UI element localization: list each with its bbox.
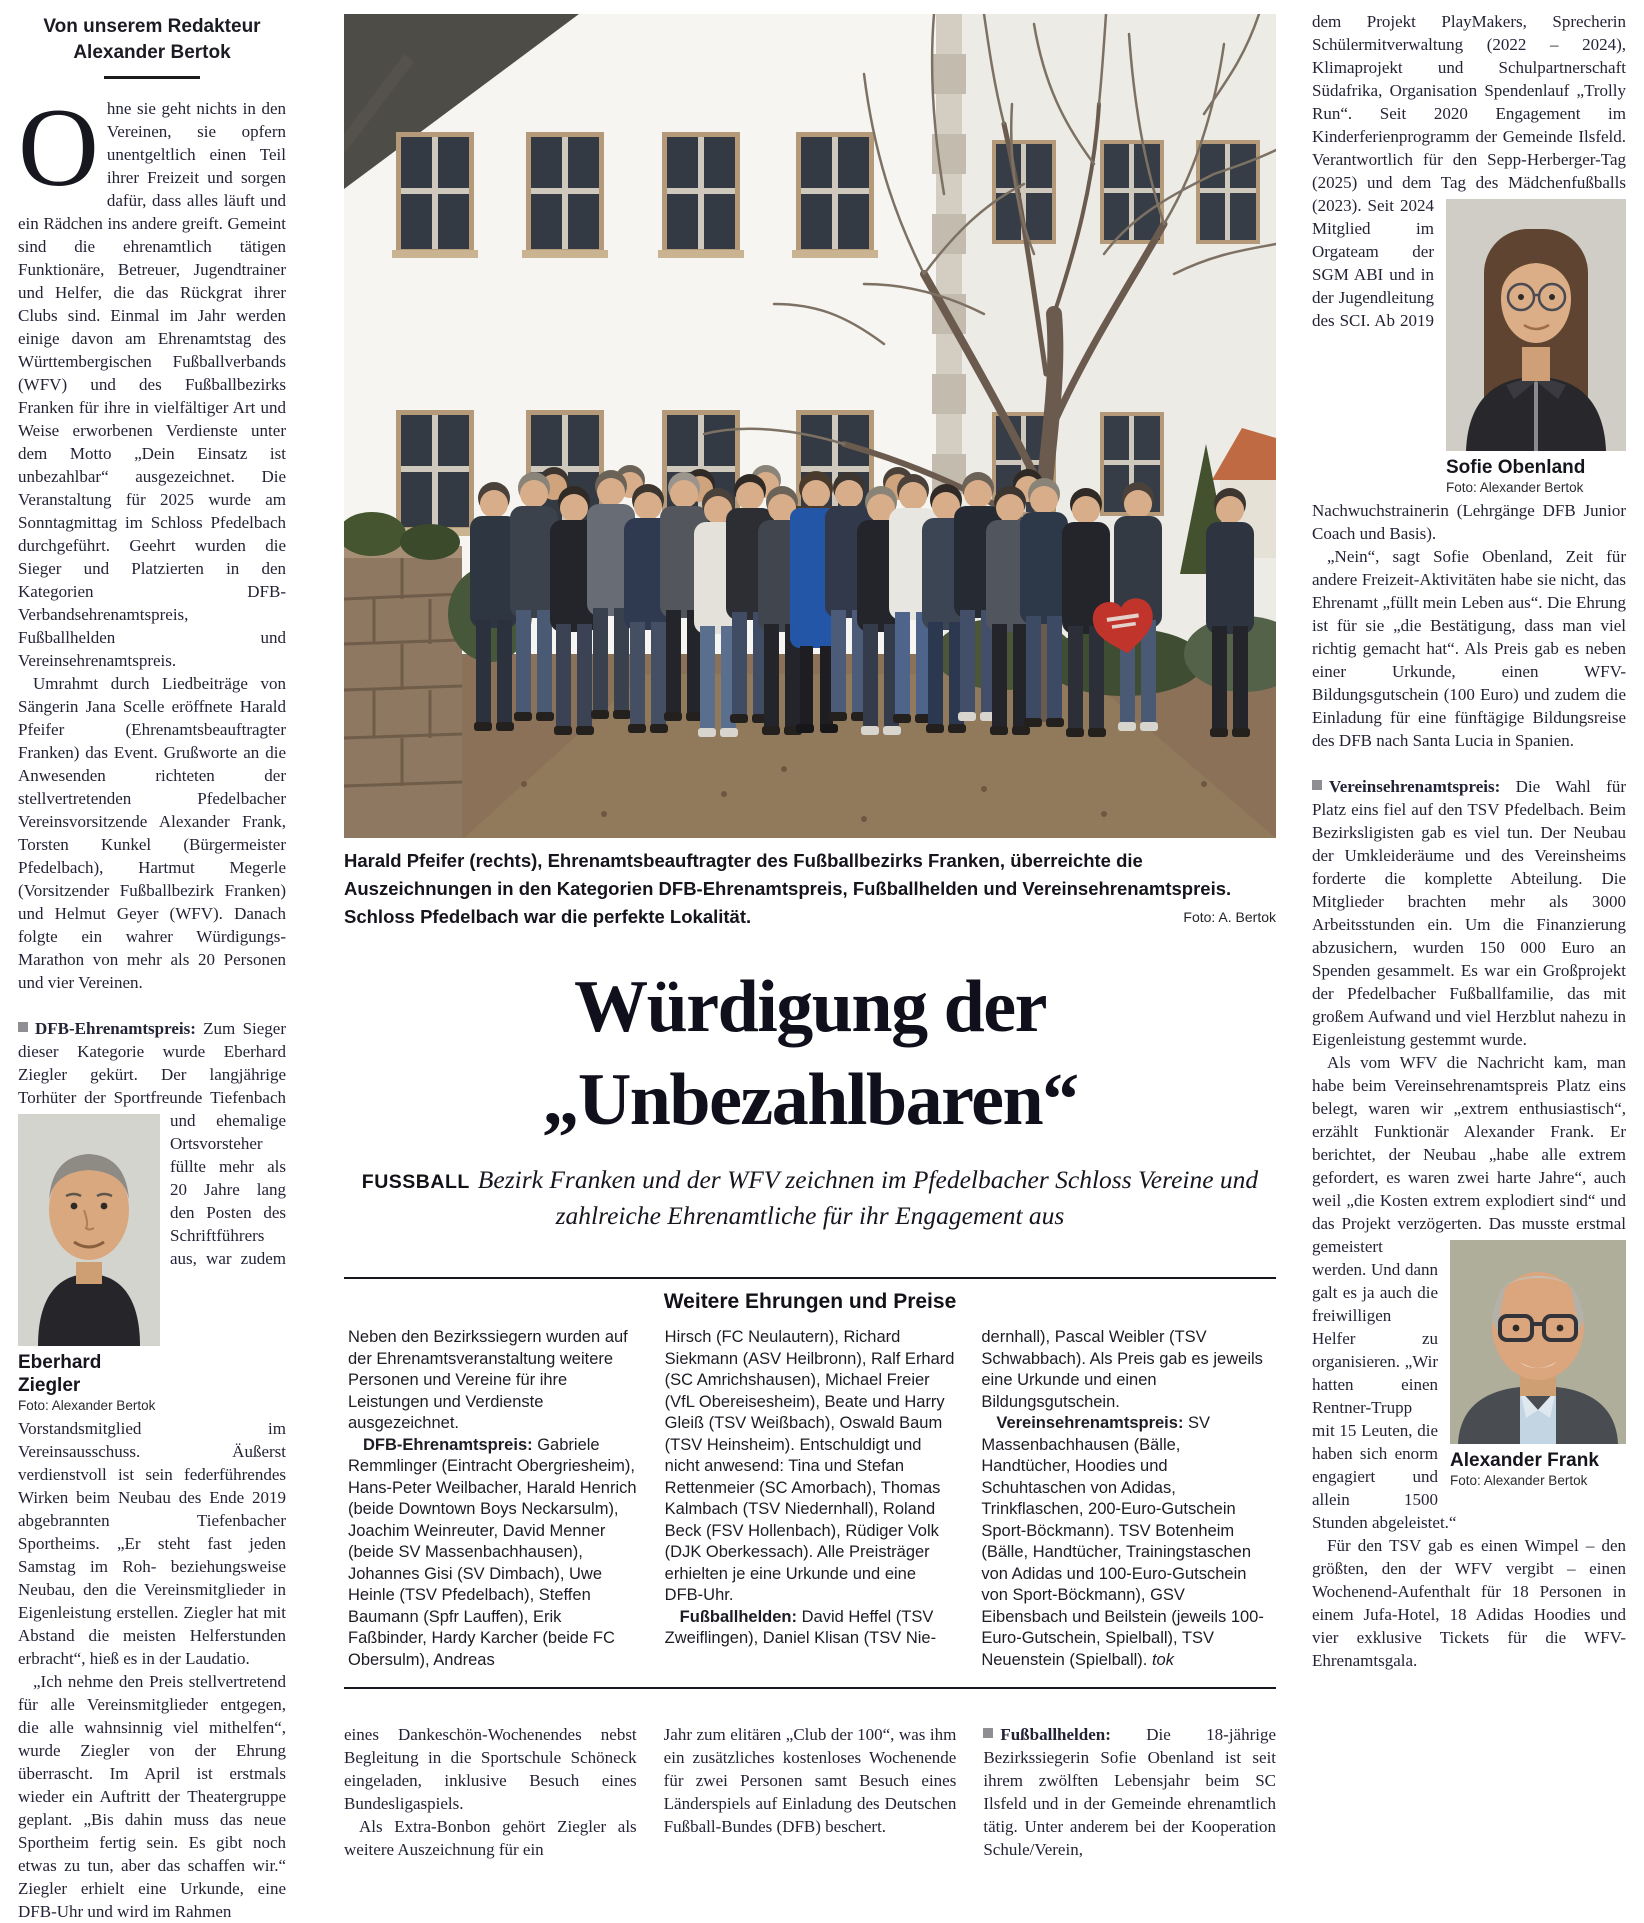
- box-col3-text1: dernhall), Pascal Weibler (TSV Schwabbach). Als Preis gab es jeweils eine Urkunde und einen Bildungsgutschein.: [981, 1328, 1263, 1411]
- box-col2-helden: [665, 1607, 956, 1650]
- right-para4-text1: Als vom WFV die Nachricht kam, man habe beim Vereinsehrenamtspreis Platz eins belegt, waren wir „extrem enthusiastisch“, erzählt Funktionär Alexander Frank. Er berichtet, der Neubau „habe alle extrem gefordert, es waren zwei harte Jahre“, auch weil „die Kosten extrem explodiert sind“ und das Projekt verzögerten.: [1312, 1053, 1626, 1233]
- section-lead: DFB-Ehrenamtspreis:: [35, 1019, 196, 1038]
- verein-text: Die Wahl für Platz eins fiel auf den TSV Pfedelbach. Beim Bezirksligisten gab es viel tun. Der Neubau der Umkleideräume und des Vereinsheims forderte die komplette Abteilung. Die Mitglieder brachten mehr als 3000 Arbeitsstunden ein. Um die Finanzierung abzusichern, wurden 150 000 Euro an Spenden gesammelt. Es war ein Großprojekt der Pfedelbacher Fußballfamilie, das mit großem Aufwand und viel Herzblut nahezu in Eigenleistung gestemmt wurde.: [1312, 777, 1626, 1049]
- eberhard-ziegler-photo: [18, 1114, 160, 1346]
- ziegler-photo-block: [18, 1114, 160, 1414]
- headline-line1: Würdigung der: [574, 966, 1046, 1048]
- sofie-photo-caption: Sofie Obenland: [1446, 457, 1586, 478]
- honors-box-title: Weitere Ehrungen und Preise: [663, 1290, 957, 1313]
- article-headline: [344, 961, 1276, 1147]
- box-col1-lead: DFB-Ehrenamtspreis:: [363, 1435, 533, 1454]
- bottom-col2-para: Jahr zum elitären „Club der 100“, was ihm ein zusätzliches kostenloses Wochenende für zwei Personen samt Besuch eines Länderspiels auf Einladung des Deutschen Fußball-Bundes (DFB) beschert.: [663, 1725, 957, 1836]
- box-col1-dfb: [348, 1435, 639, 1672]
- paragraph-intro-text: hne sie geht nichts in den Vereinen, sie opfern unentgeltlich einen Teil ihrer Freizeit und sorgen dafür, dass alles läuft und ein Rädchen ins andere greift. Gemeint sind die ehrenamtlich tätigen Funktionäre, Betreuer, Jugendtrainer und Helfer, die das Rückgrat ihrer Clubs sind. Einmal im Jahr werden einige davon am Ehrenamtstag des Württembergischen Fußballverbands (WFV) und des Fußballbezirks Franken für ihre in vielfältiger Art und Weise erworbenen Verdienste unter dem Motto „Dein Einsatz ist unbezahlbar“ ausgezeichnet. Die Veranstaltung für 2025 wurde am Sonntagmittag im Schloss Pfedelbach durchgeführt. Geehrt wurden die Sieger und Platzierten in den Kategorien DFB-Verbandsehrenamtspreis, Fußballhelden und Vereinsehrenamtspreis.: [18, 99, 286, 670]
- kicker-label: FUSSBALL: [361, 1171, 470, 1193]
- byline-line1: Von unserem Redakteur: [43, 16, 261, 37]
- alexander-frank-photo: [1450, 1240, 1626, 1444]
- bullet-square-icon: [1312, 780, 1322, 790]
- box-col1-intro: Neben den Bezirkssiegern wurden auf der Ehrenamtsveranstaltung weitere Personen und Vereine für ihre Leistungen und Verdienste ausgezeichnet.: [348, 1328, 628, 1432]
- section-text-1: Zum Sieger dieser Kategorie wurde Eberhard Ziegler gekürt. Der langjährige Torhüter der Sportfreunde: [18, 1019, 286, 1107]
- paragraph-intro: [18, 86, 286, 672]
- right-para1-text2: Mitglied im Orgateam der SGM ABI und in der Jugendleitung des SCI. Ab 2019 Nachwuchstrainerin (Lehrgänge DFB Junior Coach und Basis).: [1312, 219, 1626, 543]
- right-para-wimpel: Für den TSV gab es einen Wimpel – den größten, den der WFV vergibt – einen Wochenend-Aufenthalt für 18 Personen in einem Jufa-Hotel, 18 Adidas Hoodies und vier exklusive Tickets für die WFV-Ehrenamtsgala.: [1312, 1536, 1626, 1670]
- bottom-col1-para1: eines Dankeschön-Wochenendes nebst Begleitung in die Sportschule Schöneck eingeladen, inklusive Besuch eines Bundesligaspiels.: [344, 1725, 637, 1813]
- box-col1-text: Gabriele Remmlinger (Eintracht Obergriesheim), Hans-Peter Weilbacher, Harald Henrich (beide Downtown Boys Neckarsulm), Joachim Weinreuter, David Menner (beide SV Massenbachhausen), Johannes Gisi (SV Dimbach), Uwe Heinle (TSV Pfedelbach), Steffen Baumann (Spfr Lauffen), Erik Faßbinder, Hardy Karcher (beide FC Obersulm), Andreas: [348, 1435, 637, 1669]
- paragraph-zitat-ziegler: „Ich nehme den Preis stellvertretend für alle Vereinsmitglieder entgegen, die alle wahnsinnig viel mithelfen“, wurde Ziegler von der Ehrung überrascht. Im April ist erstmals wieder ein Auftritt der Theatergruppe geplant. „Bis dahin muss das neue Sportheim fertig sein. Es gibt noch etwas zu tun, aber das schaffen wir.“ Ziegler erhielt eine Urkunde, eine DFB-Uhr und wird im Rahmen: [18, 1672, 286, 1921]
- right-para-nein: „Nein“, sagt Sofie Obenland, Zeit für andere Freizeit-Aktivitäten habe sie nicht, das Ehrenamt „füllt mein Leben aus“. Die Ehrung ist für sie „die Bestätigung, dass man viel richtig gemacht hat“. Als Preis gab es neben einer Urkunde, einen WFV-Bildungsgutschein (100 Euro) und zudem die Einladung für eine fünftägige Bildungsreise des DFB nach Santa Lucia in Spanien.: [1312, 547, 1626, 750]
- frank-photo-caption: Alexander Frank: [1450, 1450, 1599, 1471]
- bottom-text-columns: [344, 1723, 1276, 1861]
- honors-box-column-3: [981, 1327, 1272, 1671]
- main-photo-caption-text: Harald Pfeifer (rechts), Ehrenamtsbeauftragter des Fußballbezirks Franken, überreichte die Auszeichnungen in den Kategorien DFB-Ehrenamtspreis, Fußballhelden und Vereinsehrenamtspreis. Schloss Pfedelbach war die perfekte Lokalität.: [344, 850, 1232, 927]
- honors-info-box: [344, 1277, 1276, 1689]
- bottom-col3-text: Die 18-jährige Bezirkssiegerin Sofie Obenland ist seit ihrem zwölften Lebensjahr beim SC Ilsfeld und in der Gemeinde ehrenamtlich tätig. Unter anderem bei der Kooperation Schule/Verein,: [983, 1725, 1277, 1859]
- bottom-col3-para: [983, 1723, 1276, 1861]
- main-photo-caption: [344, 847, 1276, 931]
- bottom-column-1: [344, 1723, 637, 1861]
- box-col3-lead: Vereinsehrenamtspreis:: [996, 1414, 1184, 1432]
- kicker-text: Bezirk Franken und der WFV zeichnen im Pfedelbacher Schloss Vereine und zahlreiche Ehrenamtliche für ihr Engagement aus: [477, 1165, 1259, 1230]
- section-vereinsehrenamtspreis: [1312, 775, 1626, 1051]
- verein-lead: Vereinsehrenamtspreis:: [1329, 777, 1501, 796]
- right-article-column: [1312, 10, 1626, 1672]
- frank-photo-credit: Foto: Alexander Bertok: [1450, 1473, 1588, 1488]
- box-col2-text1: Hirsch (FC Neulautern), Richard Siekmann (ASV Heilbronn), Ralf Erhard (SC Amrichshausen), Michael Freier (VfL Obereisesheim), Beate und Harry Gleiß (TSV Weißbach), Oswald Baum (TSV Heinsheim). Entschuldigt und nicht anwesend: Tina und Stefan Rettenmeier (SC Amorbach), Thomas Kalmbach (TSV Niedernhall), Roland Beck (FSV Hollenbach), Rüdiger Volk (DJK Oberkessach). Alle Preisträger erhielten je eine Urkunde und eine DFB-Uhr.: [664, 1328, 955, 1604]
- box-col3-verein: [981, 1413, 1272, 1671]
- honors-box-column-1: [348, 1327, 639, 1671]
- bullet-square-icon: [983, 1728, 993, 1738]
- group-photo: [344, 14, 1276, 838]
- section-dfb-ehrenamtspreis: [18, 1017, 286, 1670]
- byline-line2: Alexander Bertok: [73, 42, 231, 63]
- box-signature: tok: [1151, 1650, 1174, 1669]
- byline: [18, 14, 286, 66]
- group-photo-illustration: [344, 14, 1276, 838]
- left-article-column: [18, 14, 286, 1923]
- bottom-column-3: [983, 1723, 1276, 1861]
- sofie-photo-block: [1446, 199, 1626, 496]
- drop-cap: O: [18, 86, 99, 210]
- right-para4-text2: Das musste erstmal gemeistert werden. Und dann galt es ja auch die freiwilligen Helfer zu organisieren. „Wir hatten einen Rentner-Trupp mit 15 Leuten, die haben sich enorm engagiert und allein 1500 Stunden abgeleistet.“: [1312, 1214, 1627, 1532]
- ziegler-photo-credit: Foto: Alexander Bertok: [18, 1398, 156, 1413]
- frank-photo-block: [1450, 1240, 1626, 1489]
- bottom-column-2: [664, 1723, 957, 1861]
- main-article-area: [344, 14, 1276, 1861]
- main-photo-credit: Foto: A. Bertok: [1183, 909, 1276, 925]
- section-text-2: Tiefenbach und ehemalige Ortsvorsteher füllte mehr als 20 Jahre lang den Posten des Schriftführers aus, war zudem Vorstandsmitglied im Vereinsausschuss. Äußerst verdienstvoll ist sein federführendes Wirken beim Neubau des Ende 2019 abgebrannten Tiefenbacher Sportheims. „Er steht fast jeden Samstag im Roh- beziehungsweise Neubau, den die Vereinsmitglieder in Eigenleistung erstellen. Ziegler hat mit Abstand die meisten Helferstunden erbracht“, hieß es in der Laudatio.: [18, 1088, 286, 1668]
- headline-line2: „Unbezahlbaren“: [542, 1059, 1078, 1141]
- paragraph-umrahmt: Umrahmt durch Liedbeiträge von Sängerin Jana Scelle eröffnete Harald Pfeifer (Ehrenamtsbeauftragter Franken) das Event. Grußworte an die Anwesenden richteten der stellvertretenden Pfedelbacher Vereinsvorsitzende Alexander Frank, Torsten Kunkel (Bürgermeister Pfedelbach), Hartmut Megerle (Vorsitzender Fußballbezirk Franken) und Helmut Geyer (WFV). Danach folgte ein wahrer Würdigungs-Marathon von mehr als 20 Personen und vier Vereinen.: [18, 674, 286, 992]
- bullet-square-icon: [18, 1022, 28, 1032]
- bottom-col3-lead: Fußballhelden:: [1000, 1725, 1111, 1744]
- right-para-frank: [1312, 1051, 1626, 1534]
- sofie-photo-credit: Foto: Alexander Bertok: [1446, 480, 1584, 495]
- sofie-obenland-photo: [1446, 199, 1626, 451]
- right-para-playmakers: [1312, 10, 1626, 545]
- bottom-col1-para2: Als Extra-Bonbon gehört Ziegler als weitere Auszeichnung für ein: [344, 1817, 637, 1859]
- ziegler-photo-caption: Eberhard Ziegler: [18, 1352, 102, 1396]
- box-col2-lead: Fußballhelden:: [679, 1607, 798, 1626]
- article-kicker: [344, 1163, 1276, 1233]
- box-col2-text2: David Heffel (TSV Zweiflingen), Daniel Klisan (TSV Nie-: [664, 1607, 937, 1647]
- byline-divider: [104, 76, 200, 79]
- right-para1-text1: dem Projekt PlayMakers, Sprecherin Schülermitverwaltung (2022 – 2024), Klimaprojekt und Schulpartnerschaft Südafrika, Organisation Spendenlauf „Trolly Run“. Seit 2020 Engagement im Kinderferienprogramm der Gemeinde Ilsfeld. Verantwortlich für den Sepp-Herberger-Tag (2025) und dem Tag des Mädchenfußballs (2023). Seit 2024: [1312, 12, 1626, 215]
- box-col3-text2: SV Massenbachhausen (Bälle, Handtücher, Hoodies und Schuhtaschen von Adidas, Trinkflaschen, 200-Euro-Gutschein Sport-Böckmann). TSV Botenheim (Bälle, Handtücher, Trainingstaschen von Adidas und 100-Euro-Gutschein von Sport-Böckmann), GSV Eibensbach und Beilstein (jeweils 100-Euro-Gutschein, Spielball), TSV Neuenstein (Spielball).: [981, 1414, 1264, 1669]
- honors-box-column-2: [665, 1327, 956, 1671]
